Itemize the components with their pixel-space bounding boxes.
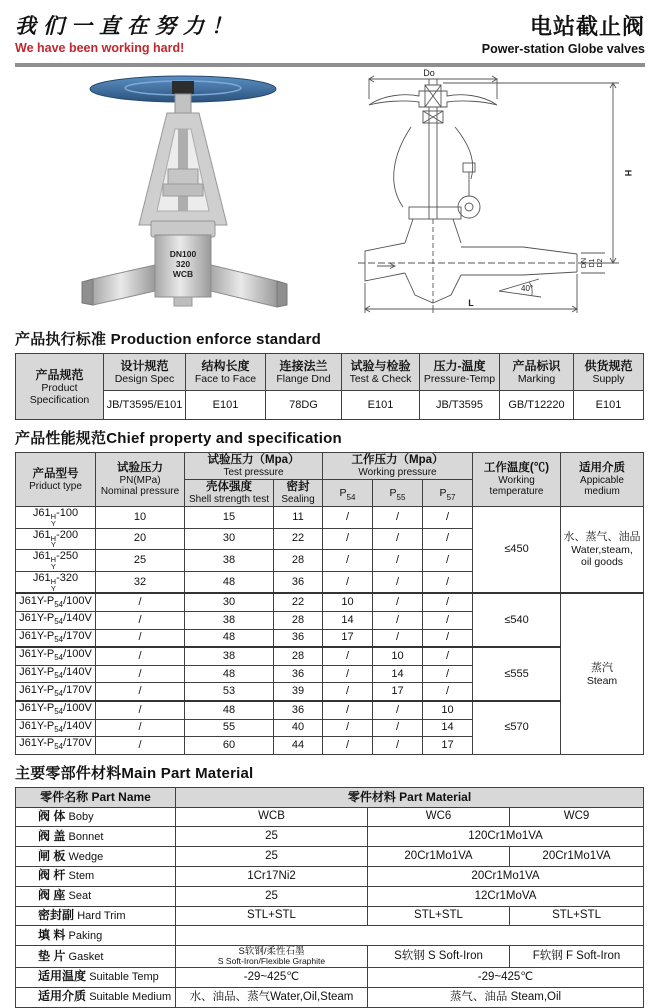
dim-label-dn: DN	[581, 257, 588, 269]
cell: /	[323, 737, 373, 755]
cell: 12Cr1MoVA	[368, 886, 644, 906]
product-title-block	[482, 10, 645, 56]
cell: 28	[274, 550, 323, 572]
dim-label-do: Do	[423, 68, 435, 78]
table-row	[16, 807, 644, 827]
cell: /	[373, 507, 423, 529]
std-col-header: 供货规范 Supply	[574, 354, 644, 391]
cell: 48	[185, 665, 274, 683]
table-row	[16, 507, 644, 529]
dimension-labels	[423, 68, 633, 308]
cell: /	[423, 571, 473, 593]
cell-type: J61 H Y -320	[16, 571, 96, 593]
cell-gasket: S软钢/柔性石墨 S Soft-Iron/Flexible Graphite	[176, 946, 368, 968]
section-title-standard	[15, 328, 645, 349]
cell-part-name: 填 料 Paking	[16, 926, 176, 946]
spec-h-medium: 适用介质 Appicable medium	[561, 453, 644, 507]
cell: /	[96, 593, 185, 611]
spec-table	[15, 452, 644, 755]
cell: /	[373, 719, 423, 737]
cell-part-name: 阀 杆 Stem	[16, 866, 176, 886]
cell: WC6	[368, 807, 510, 827]
cell: /	[96, 701, 185, 719]
spec-h-p55: $P_{55}$	[373, 480, 423, 507]
section-title-material	[15, 762, 645, 783]
cell: /	[423, 611, 473, 629]
cell: 44	[274, 737, 323, 755]
mat-h-name: 零件名称 Part Name	[16, 787, 176, 807]
std-col-header: 连接法兰 Flange Dnd	[266, 354, 342, 391]
cell: 20Cr1Mo1VA	[510, 847, 644, 867]
table-row	[16, 866, 644, 886]
cell-medium: 蒸汽 Steam	[561, 593, 644, 754]
table-row	[16, 946, 644, 968]
section-title-material-zh: 主要零部件材料	[15, 764, 122, 782]
cell: JB/T3595/E101	[104, 391, 186, 420]
spec-h-working: 工作压力（Mpa） Working pressure	[323, 453, 473, 480]
valve-section-drawing	[353, 69, 641, 319]
cell: 15	[185, 507, 274, 529]
cell: E101	[574, 391, 644, 420]
cell: STL+STL	[176, 906, 368, 926]
cell: 20	[96, 528, 185, 550]
cell: 25	[176, 886, 368, 906]
cell: 48	[185, 701, 274, 719]
cell: /	[373, 629, 423, 647]
cell-temperature: ≤450	[473, 507, 561, 594]
cell-type: J61 H Y -250	[16, 550, 96, 572]
cell: -29~425℃	[368, 968, 644, 988]
slogan-zh: 我们一直在努力！	[15, 13, 239, 38]
cell: /	[423, 629, 473, 647]
cell: 14	[323, 611, 373, 629]
cell-part-name: 阀 座 Seat	[16, 886, 176, 906]
cell: 22	[274, 528, 323, 550]
cell: -29~425℃	[176, 968, 368, 988]
cell: 1Cr17Ni2	[176, 866, 368, 886]
cell: /	[96, 683, 185, 701]
cell: 10	[423, 701, 473, 719]
cell: E101	[186, 391, 266, 420]
cell: /	[373, 550, 423, 572]
cell: /	[96, 737, 185, 755]
table-row	[16, 647, 644, 665]
cell-temperature: ≤540	[473, 593, 561, 647]
cell: 28	[274, 611, 323, 629]
cell: 28	[274, 647, 323, 665]
std-col-header: 设计规范 Design Spec	[104, 354, 186, 391]
dim-label-h: H	[623, 169, 633, 177]
cell-medium: 水、蒸气、油品 Water,steam, oil goods	[561, 507, 644, 594]
cell: /	[323, 528, 373, 550]
cell-part-name: 阀 体 Boby	[16, 807, 176, 827]
production-standard-table	[15, 353, 644, 420]
cell: 25	[176, 847, 368, 867]
cell: 48	[185, 571, 274, 593]
cell: 53	[185, 683, 274, 701]
cell: STL+STL	[510, 906, 644, 926]
svg-text:DN100: DN100	[169, 249, 197, 259]
cell: 17	[423, 737, 473, 755]
std-rowheader: 产品规范 Product Specification	[16, 354, 104, 420]
cell: 38	[185, 611, 274, 629]
cell: /	[423, 647, 473, 665]
cell: /	[373, 701, 423, 719]
cell-type: $J61Y-P_{54}/170V$	[16, 683, 96, 701]
cell: /	[423, 550, 473, 572]
cell	[176, 926, 644, 946]
cell: 38	[185, 550, 274, 572]
cell: /	[373, 611, 423, 629]
cell: 14	[423, 719, 473, 737]
slogan-en: We have been working hard!	[15, 41, 185, 55]
cell: S软钢 S Soft-Iron	[368, 946, 510, 968]
cell: 36	[274, 571, 323, 593]
cell: /	[373, 571, 423, 593]
std-col-header: 压力-温度 Pressure-Temp	[420, 354, 500, 391]
section-title-spec-zh: 产品性能规范	[15, 430, 107, 447]
cell: WCB	[176, 807, 368, 827]
cell-temperature: ≤570	[473, 701, 561, 754]
cell: 17	[373, 683, 423, 701]
page-header	[15, 6, 645, 56]
section-title-spec-en: Chief property and specification	[106, 430, 342, 447]
cell: 32	[96, 571, 185, 593]
cell: 22	[274, 593, 323, 611]
cell: /	[323, 665, 373, 683]
cell-type: $J61Y-P_{54}/140V$	[16, 665, 96, 683]
cell: 10	[323, 593, 373, 611]
cell-type: $J61Y-P_{54}/140V$	[16, 719, 96, 737]
header-divider	[15, 63, 645, 67]
cell: /	[323, 571, 373, 593]
cell: 30	[185, 593, 274, 611]
cell: 25	[96, 550, 185, 572]
spec-h-temp: 工作温度(℃) Working temperature	[473, 453, 561, 507]
dim-label-angle: 40°	[521, 284, 534, 293]
cell: /	[423, 528, 473, 550]
section-title-spec	[15, 427, 645, 448]
cell: WC9	[510, 807, 644, 827]
cell: STL+STL	[368, 906, 510, 926]
section-title-material-en: Main Part Material	[121, 764, 254, 782]
cell-type: $J61Y-P_{54}/140V$	[16, 611, 96, 629]
cell: F软钢 F Soft-Iron	[510, 946, 644, 968]
cell: 10	[96, 507, 185, 529]
cell: 蒸气、油品 Steam,Oil	[368, 987, 644, 1007]
table-row	[16, 987, 644, 1007]
cell: 55	[185, 719, 274, 737]
cell: 10	[373, 647, 423, 665]
cell: /	[96, 719, 185, 737]
cell: GB/T12220	[500, 391, 574, 420]
valve-drawings	[15, 69, 645, 321]
material-table	[15, 787, 644, 1008]
cell: /	[423, 593, 473, 611]
cell: /	[96, 647, 185, 665]
cell: /	[96, 629, 185, 647]
spec-h-p54: $P_{54}$	[323, 480, 373, 507]
cell: /	[323, 550, 373, 572]
section-title-standard-zh: 产品执行标准	[15, 331, 107, 348]
cell: 60	[185, 737, 274, 755]
std-col-header: 试验与检验 Test & Check	[342, 354, 420, 391]
cell: /	[96, 665, 185, 683]
cell: E101	[342, 391, 420, 420]
table-row	[16, 701, 644, 719]
table-row	[16, 906, 644, 926]
yoke	[139, 113, 227, 225]
slogan-block	[15, 10, 239, 55]
cell-part-name: 适用介质 Suitable Medium	[16, 987, 176, 1007]
cell-temperature: ≤555	[473, 647, 561, 701]
cell: 17	[323, 629, 373, 647]
cell: 20Cr1Mo1VA	[368, 847, 510, 867]
cell-part-name: 垫 片 Gasket	[16, 946, 176, 968]
cell: 48	[185, 629, 274, 647]
dim-label-d1: D1	[589, 258, 596, 268]
table-row	[16, 926, 644, 946]
std-col-header: 结构长度 Face to Face	[186, 354, 266, 391]
cell: /	[323, 647, 373, 665]
cell: /	[373, 593, 423, 611]
cell: 11	[274, 507, 323, 529]
dim-label-d2: D2	[597, 258, 604, 268]
product-title-zh: 电站截止阀	[529, 14, 645, 39]
table-row	[16, 593, 644, 611]
cell: 39	[274, 683, 323, 701]
section-title-standard-en: Production enforce standard	[110, 331, 322, 348]
std-col-header: 产品标识 Marking	[500, 354, 574, 391]
cell-type: J61 H Y -200	[16, 528, 96, 550]
cell-part-name: 闸 板 Wedge	[16, 847, 176, 867]
cell: /	[323, 701, 373, 719]
cell: 38	[185, 647, 274, 665]
svg-text:320: 320	[175, 259, 191, 269]
cell-type: $J61Y-P_{54}/100V$	[16, 701, 96, 719]
product-title-en: Power-station Globe valves	[481, 42, 645, 56]
spec-h-pn: 试验压力 PN(MPa) Nominal pressure	[96, 453, 185, 507]
cell: 30	[185, 528, 274, 550]
dim-label-l: L	[468, 298, 474, 308]
mat-h-material: 零件材料 Part Material	[176, 787, 644, 807]
cell: 25	[176, 827, 368, 847]
cell-type: $J61Y-P_{54}/170V$	[16, 629, 96, 647]
cell: /	[423, 683, 473, 701]
cell: 20Cr1Mo1VA	[368, 866, 644, 886]
spec-h-seal: 密封 Sealing	[274, 480, 323, 507]
cell: JB/T3595	[420, 391, 500, 420]
table-row	[16, 827, 644, 847]
cell: 36	[274, 629, 323, 647]
cell: /	[96, 611, 185, 629]
cell: 36	[274, 701, 323, 719]
cell: /	[373, 737, 423, 755]
svg-text:WCB: WCB	[172, 269, 194, 279]
cell-type: $J61Y-P_{54}/100V$	[16, 647, 96, 665]
cell: 水、油品、蒸气Water,Oil,Steam	[176, 987, 368, 1007]
cell: 40	[274, 719, 323, 737]
table-row	[16, 886, 644, 906]
cell: 78DG	[266, 391, 342, 420]
spec-h-shell: 壳体强度 Shell strength test	[185, 480, 274, 507]
cell-part-name: 适用温度 Suitable Temp	[16, 968, 176, 988]
cell: /	[423, 665, 473, 683]
spec-h-type: 产品型号 Priduct type	[16, 453, 96, 507]
table-row	[16, 847, 644, 867]
cell: /	[373, 528, 423, 550]
cell: /	[323, 683, 373, 701]
cell: /	[423, 507, 473, 529]
cell-part-name: 阀 盖 Bonnet	[16, 827, 176, 847]
table-row	[16, 968, 644, 988]
cell-type: J61 H Y -100	[16, 507, 96, 529]
cell-type: $J61Y-P_{54}/170V$	[16, 737, 96, 755]
cell-type: $J61Y-P_{54}/100V$	[16, 593, 96, 611]
cell: 14	[373, 665, 423, 683]
cell: 120Cr1Mo1VA	[368, 827, 644, 847]
spec-h-p57: $P_{57}$	[423, 480, 473, 507]
cell-part-name: 密封副 Hard Trim	[16, 906, 176, 926]
valve-photo	[71, 69, 303, 319]
cell: /	[323, 507, 373, 529]
cell: 36	[274, 665, 323, 683]
spec-h-test: 试验压力（Mpa） Test pressure	[185, 453, 323, 480]
cell: /	[323, 719, 373, 737]
